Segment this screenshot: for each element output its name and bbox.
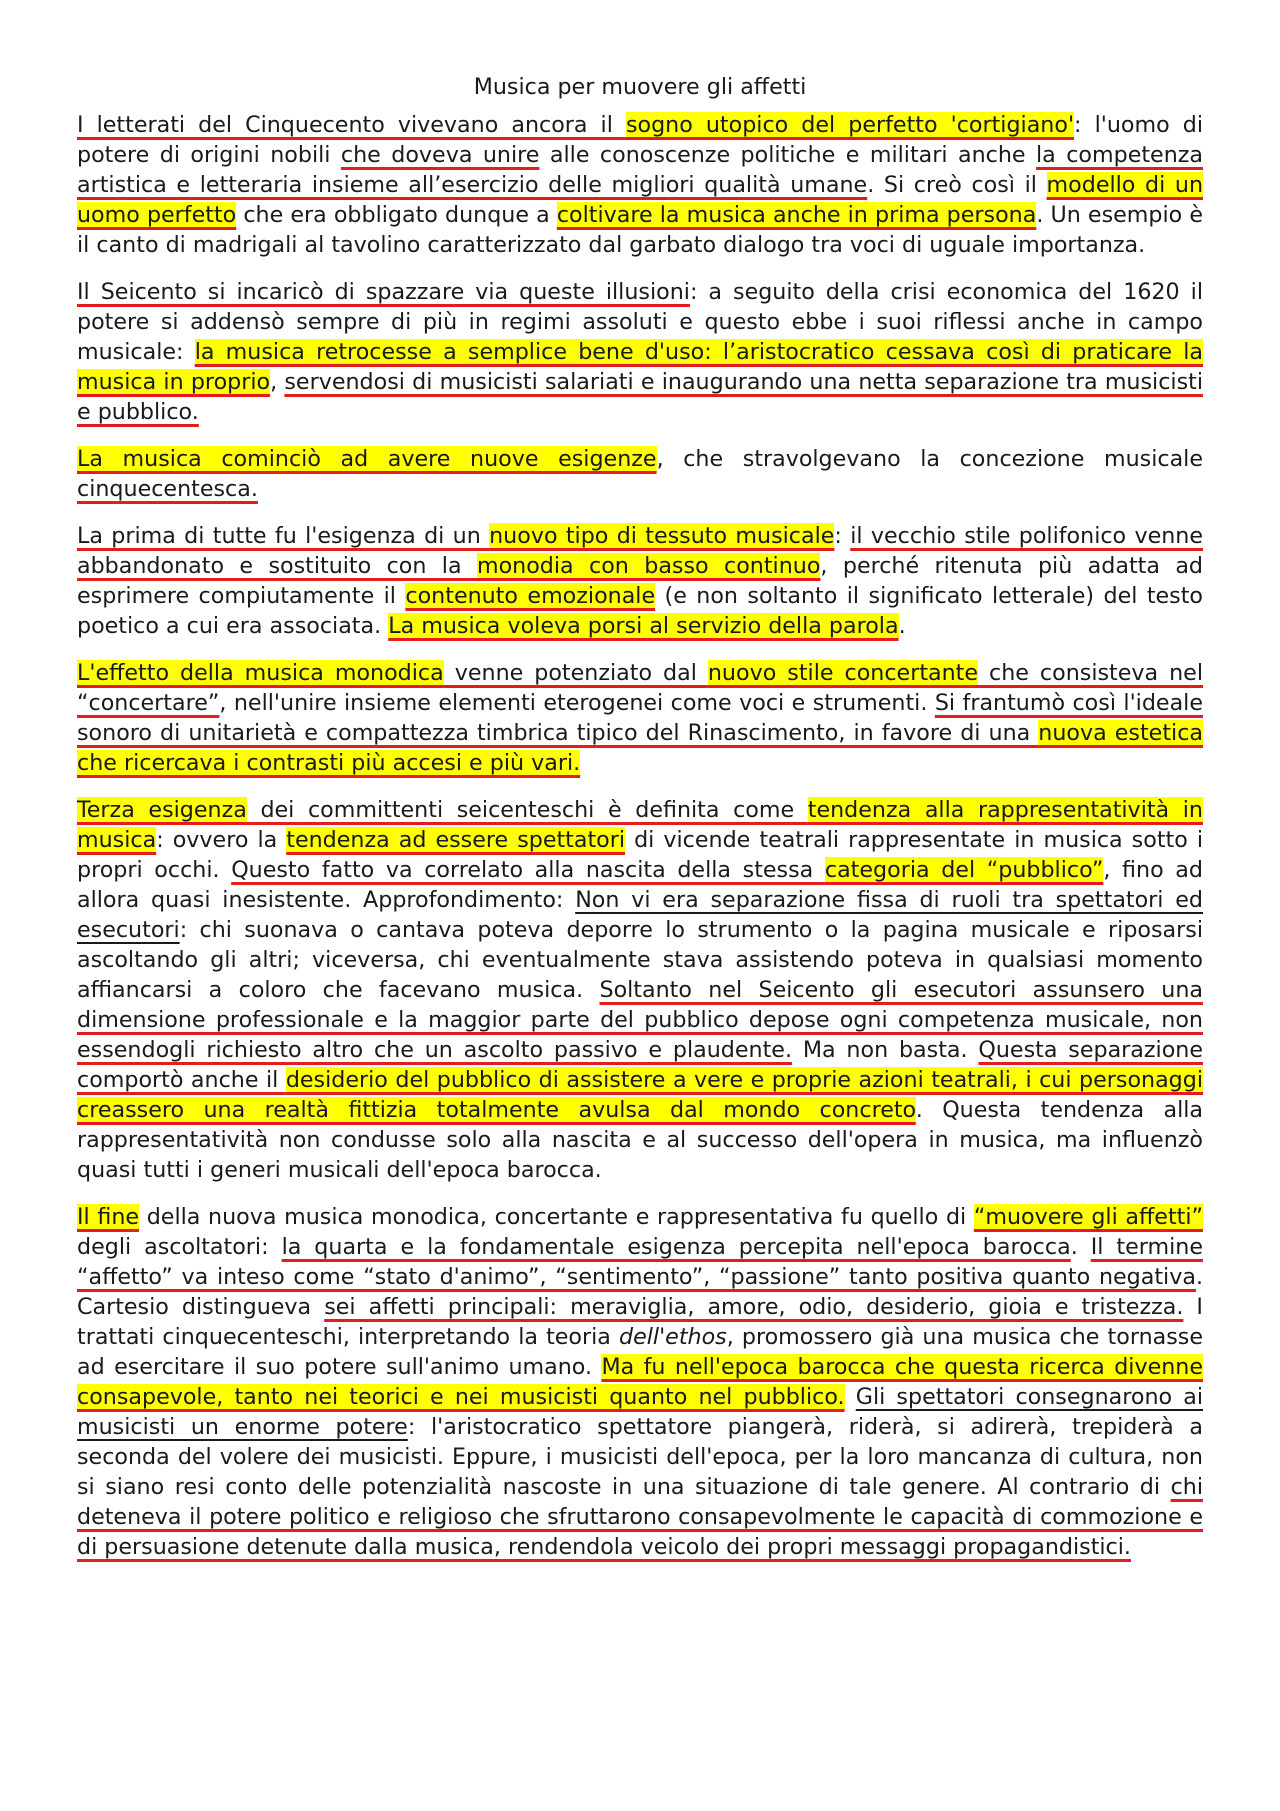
text-run: . Si creò così il xyxy=(867,172,1047,198)
highlighted-text: Terza esigenza xyxy=(77,797,247,823)
text-run: alle conoscenze politiche e militari anche xyxy=(539,142,1037,168)
text-run: che era obbligato dunque a xyxy=(236,202,557,228)
highlighted-text: “muovere gli affetti” xyxy=(973,1204,1203,1230)
text-run: , fino ad allora quasi inesistente. Approfondimento: xyxy=(77,857,1203,913)
underlined-text: Il termine “affetto” va inteso come “stato d'animo”, “sentimento”, “passione” tanto positiva quanto negativa xyxy=(77,1234,1204,1290)
text-run: degli ascoltatori: xyxy=(77,1234,282,1260)
underlined-text: sei affetti principali: meraviglia, amore, odio, desiderio, gioia e tristezza. xyxy=(324,1294,1184,1320)
highlighted-text: nuova estetica che ricercava i contrasti più accesi e più vari. xyxy=(77,720,1203,776)
highlighted-text: monodia con basso continuo xyxy=(476,553,821,579)
underlined-text: che doveva unire xyxy=(340,142,540,168)
underlined-text: Il Seicento si incaricò di spazzare via queste illusioni xyxy=(77,279,690,305)
paragraph-5 xyxy=(77,658,1203,778)
underlined-text: chi deteneva il potere politico e religioso che sfruttarono consapevolmente le capacità di commozione e di persuasione detenute dalla musica, rendendola veicolo dei propri messaggi propagandistici. xyxy=(77,1474,1203,1560)
paragraph-7 xyxy=(77,1202,1203,1562)
highlighted-text: Ma fu nell'epoca barocca che questa ricerca divenne consapevole, tanto nei teorici e nei musicisti quanto nel pubblico. xyxy=(77,1354,1203,1410)
text-run: : ovvero la xyxy=(156,827,287,853)
underlined-text: Non vi era separazione fissa di ruoli tra spettatori ed esecutori xyxy=(77,887,1204,943)
underlined-text: Questa separazione comportò anche il xyxy=(77,1037,1203,1093)
text-run: (e non soltanto il significato letterale) del testo poetico a cui era associata. xyxy=(77,583,1203,639)
highlighted-text: nuovo tipo di tessuto musicale xyxy=(489,523,835,549)
text-run: . xyxy=(1070,1234,1091,1260)
paragraph-1 xyxy=(77,110,1203,260)
underlined-text: venne potenziato dal xyxy=(443,660,708,686)
underlined-text: servendosi di musicisti salariati e inaugurando una netta separazione tra musicisti e pubblico. xyxy=(77,369,1204,425)
highlighted-text: contenuto emozionale xyxy=(405,583,656,609)
text-run: : l'aristocratico spettatore piangerà, riderà, si adirerà, trepiderà a seconda del volere dei musicisti. Eppure, i musicisti dell'epoca, per la loro mancanza di cultura, non si siano resi conto delle potenzialità nascoste in una situazione di tale genere. Al contrario di xyxy=(77,1414,1204,1500)
paragraph-4 xyxy=(77,521,1203,641)
paragraph-2 xyxy=(77,277,1203,427)
underlined-text: Questo fatto va correlato alla nascita della stessa xyxy=(231,857,825,883)
underlined-text: il vecchio stile polifonico venne abbandonato e sostituito con la xyxy=(77,523,1204,579)
highlighted-text: La musica voleva porsi al servizio della parola xyxy=(388,613,899,639)
document-body xyxy=(77,110,1203,1562)
text-run: della nuova musica monodica, concertante e rappresentativa fu quello di xyxy=(139,1204,974,1230)
highlighted-text: La musica cominciò ad avere nuove esigenze xyxy=(77,446,657,472)
text-run: , che stravolgevano la concezione musicale xyxy=(656,446,1203,472)
text-run: , nell'unire insieme elementi eterogenei come voci e strumenti. xyxy=(219,690,935,716)
highlighted-text: categoria del “pubblico” xyxy=(824,857,1104,883)
italic-text: dell'ethos xyxy=(619,1324,727,1350)
underlined-text: I letterati del Cinquecento vivevano ancora il xyxy=(77,112,626,138)
highlighted-text: modello di un uomo perfetto xyxy=(77,172,1204,228)
text-run: I trattati cinquecenteschi, interpretando la teoria xyxy=(77,1294,1203,1350)
text-run: . xyxy=(898,613,906,639)
underlined-text: La prima di tutte fu l'esigenza di un xyxy=(77,523,490,549)
underlined-text: dei committenti seicenteschi è definita come xyxy=(246,797,808,823)
text-run: Ma non basta. xyxy=(792,1037,979,1063)
underlined-text: che consisteva nel “concertare” xyxy=(77,660,1203,716)
document-page xyxy=(77,72,1203,1579)
text-run: : xyxy=(834,523,851,549)
highlighted-text: desiderio del pubblico di assistere a vere e proprie azioni teatrali, i cui personaggi creassero una realtà fittizia totalmente avulsa dal mondo concreto xyxy=(77,1067,1204,1123)
highlighted-text: Il fine xyxy=(77,1204,140,1230)
text-run: , xyxy=(270,369,285,395)
text-run: . Un esempio è il canto di madrigali al tavolino caratterizzato dal garbato dialogo tra voci di uguale importanza. xyxy=(77,202,1203,258)
text-run: : a seguito della crisi economica del 1620 il potere si addensò sempre di più in regimi assoluti e questo ebbe i suoi riflessi anche in campo musicale: xyxy=(77,279,1203,365)
highlighted-text: L'effetto della musica monodica xyxy=(77,660,444,686)
highlighted-text: tendenza ad essere spettatori xyxy=(286,827,626,853)
highlighted-text: nuovo stile concertante xyxy=(707,660,979,686)
text-run: . Cartesio distingueva xyxy=(77,1264,1203,1320)
highlighted-text: sogno utopico del perfetto 'cortigiano' xyxy=(625,112,1075,138)
paragraph-3 xyxy=(77,444,1203,504)
underlined-text: Soltanto nel Seicento gli esecutori assunsero una dimensione professionale e la maggior parte del pubblico depose ogni competenza musicale, non essendogli richiesto altro che un ascolto passivo e plaudente. xyxy=(77,977,1204,1063)
underlined-text: Gli spettatori consegnarono ai musicisti un enorme potere xyxy=(77,1384,1203,1440)
paragraph-6 xyxy=(77,795,1203,1185)
text-run: , promossero già una musica che tornasse ad esercitare il suo potere sull'animo umano. xyxy=(77,1324,1203,1380)
text-run xyxy=(845,1384,856,1410)
text-run: : l'uomo di potere di origini nobili xyxy=(77,112,1203,168)
document-title: Musica per muovere gli affetti xyxy=(473,74,807,100)
highlighted-text: coltivare la musica anche in prima persona xyxy=(556,202,1037,228)
text-run: di vicende teatrali rappresentate in musica sotto i propri occhi. xyxy=(77,827,1203,883)
underlined-text: la competenza artistica e letteraria insieme all’esercizio delle migliori qualità umane xyxy=(77,142,1204,198)
underlined-text: la quarta e la fondamentale esigenza percepita nell'epoca barocca xyxy=(281,1234,1071,1260)
underlined-text: cinquecentesca. xyxy=(77,476,258,502)
highlighted-text: la musica retrocesse a semplice bene d'uso: l’aristocratico cessava così di praticare la musica in proprio xyxy=(77,339,1203,395)
text-run: , perché ritenuta più adatta ad esprimere compiutamente il xyxy=(77,553,1204,609)
text-run: : chi suonava o cantava poteva deporre lo strumento o la pagina musicale e riposarsi ascoltando gli altri; viceversa, chi eventualmente stava assistendo poteva in qualsiasi momento affiancarsi a coloro che facevano musica. xyxy=(77,917,1203,1003)
underlined-text: Si frantumò così l'ideale sonoro di unitarietà e compattezza timbrica tipico del Rinascimento, in favore di una xyxy=(77,690,1203,746)
highlighted-text: tendenza alla rappresentatività in musica xyxy=(77,797,1203,853)
text-run: . Questa tendenza alla rappresentatività non condusse solo alla nascita e al successo dell'opera in musica, ma influenzò quasi tutti i generi musicali dell'epoca barocca. xyxy=(77,1097,1204,1183)
